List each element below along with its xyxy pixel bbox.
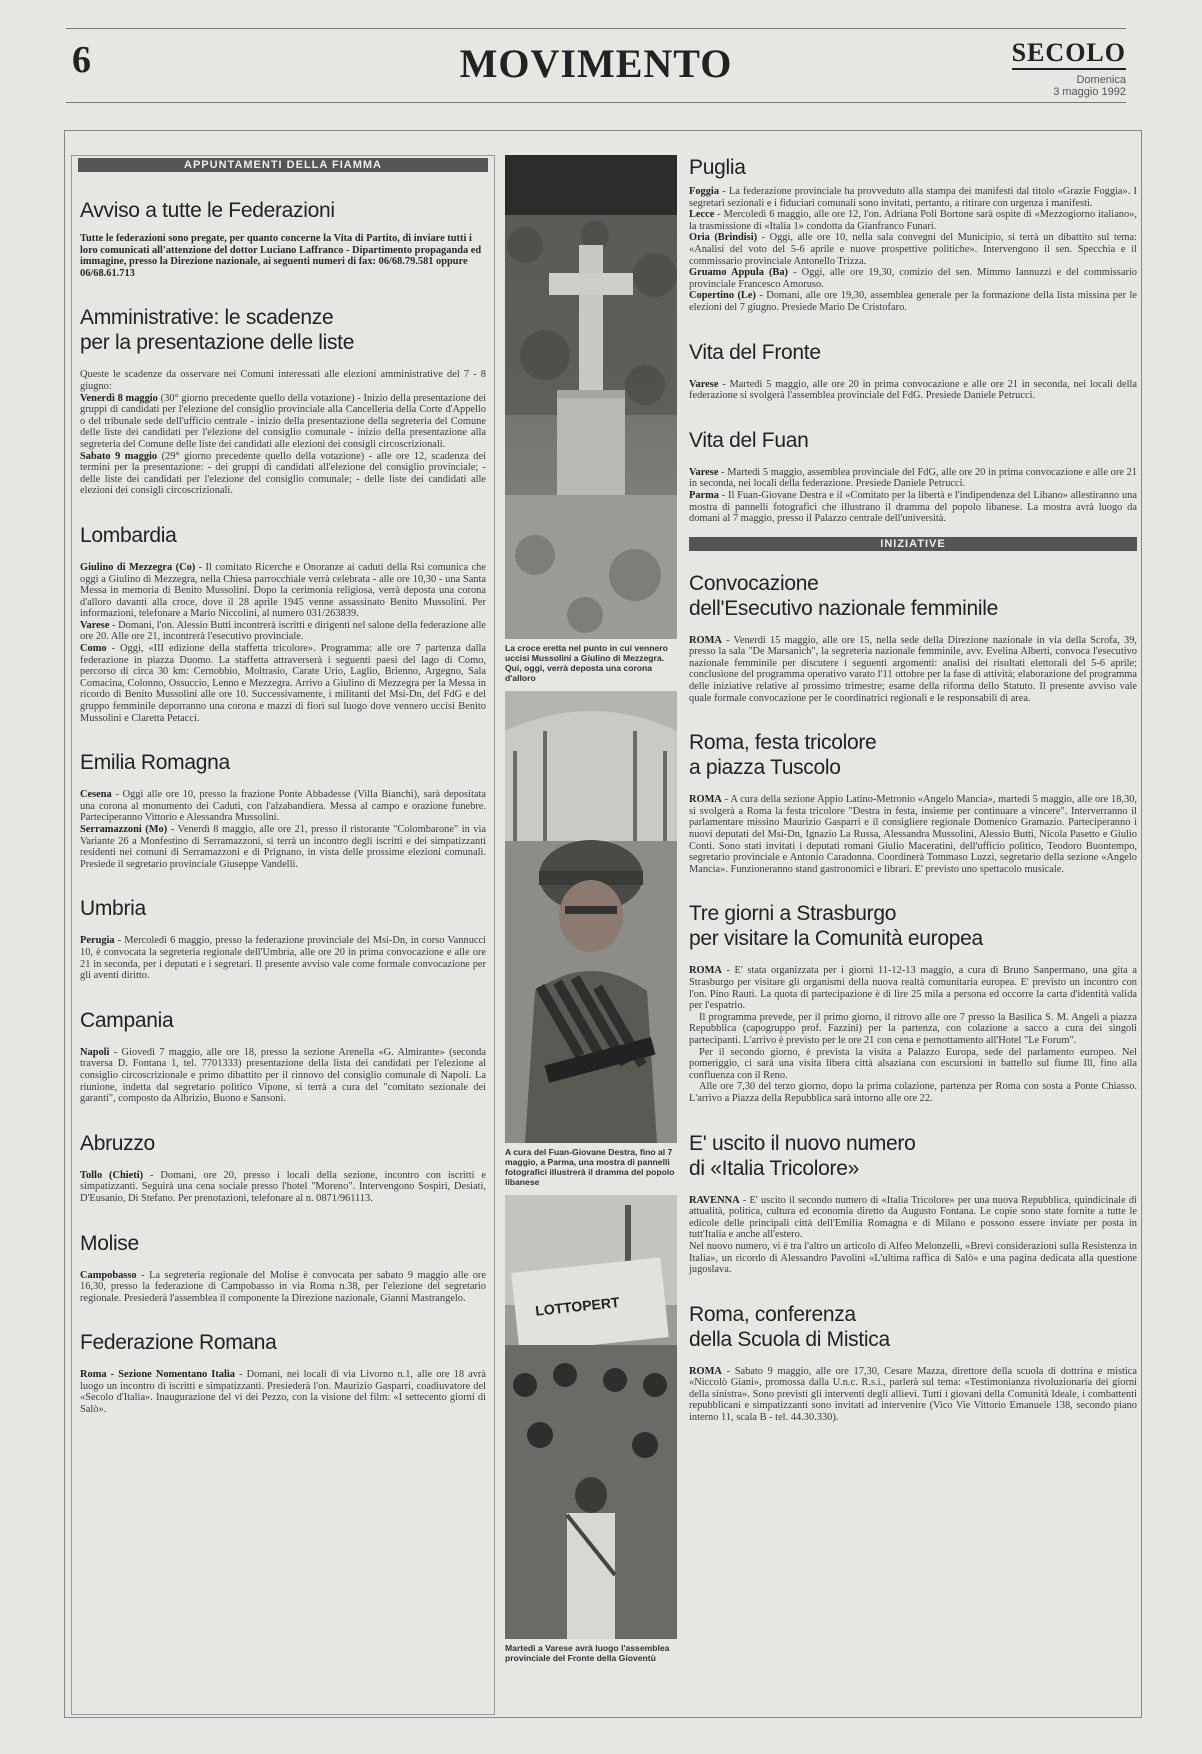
date-line [1012,74,1126,98]
mistica-p1-lead: ROMA [689,1365,722,1377]
italia-tricolore-p1 [689,1195,1137,1241]
umbria-p1-text: - Mercoledì 6 maggio, presso la federazione provinciale del Msi-Dn, in corso Vannucci 10, è convocata la segreteria regionale dell'Umbria, alle ore 20 in prima convocazione e alle ore 21 in seconda, per i deputati e i segretari. Il presente avviso vale come formale convocazione per gli aventi diritto. [80,935,486,982]
abruzzo-title: Abruzzo [80,1131,155,1155]
emilia-body [80,789,486,870]
strasburgo-p4: Alle ore 7,30 del terzo giorno, dopo la prima colazione, partenza per Roma con sosta a Ponte Chiasso. L'arrivo a Piazza della Repubblica sarà intorno alle ore 22. [689,1081,1137,1104]
photo-cross [505,155,677,639]
lombardia-p1-lead: Giulino di Mezzegra (Co) [80,561,196,573]
article-avviso [74,198,492,279]
strasburgo-p3: Per il secondo giorno, è prevista la visita a Palazzo Europa, sede del parlamento europeo. Nel pomeriggio, ci sarà una visita libera città alsaziana con escursioni in battello sul fiume Ill, fino alla confluenza con il Reno. [689,1046,1137,1081]
umbria-body [80,935,486,981]
lombardia-p1-text: - Il comitato Ricerche e Onoranze ai caduti della Rsi comunica che oggi a Giulino di Mezzegra, nella Chiesa parrocchiale verrà celebrata - alle ore 10,30 - una Santa Messa in memoria di Benito Mussolini. Dopo la cerimonia religiosa, verrà deposta una corona d'alloro davanti alla croce, dove il 28 aprile 1945 venne assassinato Benito Mussolini. Per informazioni, telefonare a Mario Niccolini, al numero 031/263839. [80,561,486,620]
lombardia-body [80,562,486,724]
romana-p1 [80,1369,486,1415]
puglia-p2-text: - Mercoledì 6 maggio, alle ore 12, l'on. Adriana Poli Bortone sarà ospite di «Mezzogiorno italiano», la trasmissione di «Italia 1» condotta da Gianfranco Funari. [689,209,1137,232]
emilia-p2 [80,824,486,870]
puglia-p1-lead: Foggia [689,186,720,197]
mistica-body [689,1366,1137,1424]
article-umbria [74,896,492,981]
mistica-title-line1: Roma, conferenza [689,1302,856,1326]
right-column [689,155,1137,1424]
lombardia-p3-lead: Como [80,643,107,655]
fronte-body [689,379,1137,402]
amministrative-title-line1: Amministrative: le scadenze [80,306,334,330]
romana-body [80,1369,486,1415]
fuan-title: Vita del Fuan [689,428,809,452]
campania-title: Campania [80,1008,174,1032]
strasburgo-p2: Il programma prevede, per il primo giorno, il ritrovo alle ore 7 presso la Basilica S. M. Angeli a piazza Repubblica (capogruppo prof. Fazzini) per la partenza, con colazione a sacco a cura dei singoli partecipanti. L'arrivo è previsto per le ore 21 con cena e pernottamento all'Hotel "Le Forum". [689,1011,1137,1046]
molise-p1 [80,1270,486,1305]
date-weekday: Domenica [1076,74,1126,86]
lombardia-p2-lead: Varese [80,619,110,631]
fuan-p1 [689,467,1137,490]
masthead [66,28,1126,108]
section-title: MOVIMENTO [459,41,733,86]
umbria-p1 [80,935,486,981]
article-lombardia [74,523,492,724]
article-emilia [74,750,492,870]
article-amministrative [74,305,492,497]
puglia-p4 [689,267,1137,290]
emilia-p1-text: - Oggi alle ore 10, presso la frazione Ponte Abbadesse (Villa Bianchi), sarà depositata una corona al monumento dei Caduti, con l'alzabandiera. Messa al campo e orazione funebre. Parteciperanno Vittorio e Alessandra Mussolini. [80,789,486,824]
umbria-title: Umbria [80,897,146,921]
italia-tricolore-title-line1: E' uscito il nuovo numero [689,1131,916,1155]
fuan-p2 [689,490,1137,525]
convocazione-body [689,635,1137,705]
mistica-p1 [689,1366,1137,1424]
campania-body [80,1047,486,1105]
italia-tricolore-p1-lead: RAVENNA [689,1194,740,1206]
article-fronte [689,340,1137,402]
lombardia-title: Lombardia [80,523,177,547]
molise-p1-lead: Campobasso [80,1269,137,1281]
mistica-title-line2: della Scuola di Mistica [689,1327,890,1351]
puglia-p2-lead: Lecce [689,209,715,221]
appuntamenti-bar: APPUNTAMENTI DELLA FIAMMA [78,158,488,172]
convocazione-p1 [689,635,1137,705]
photo-column [505,155,677,1671]
amministrative-title-line2: per la presentazione delle liste [80,331,355,355]
puglia-p4-text: - Oggi, alle ore 19,30, comizio del sen. Mimmo Iannuzzi e del commissario provinciale Francesco Amoruso. [689,267,1138,290]
article-italia-tricolore [689,1131,1137,1276]
emilia-p1-lead: Cesena [80,789,112,801]
abruzzo-p1 [80,1170,486,1205]
emilia-p2-text: - Venerdì 8 maggio, alle ore 21, presso il ristorante "Colombarone" in via Variante 26 a Monfestino di Serramazzoni, si terrà un incontro degli iscritti e dei simpatizzanti residenti nei comuni di Serramazzoni e di Prignano, in vista delle prossime elezioni comunali. Presiede il segretario provinciale Giuseppe Vandelli. [80,824,487,870]
italia-tricolore-title [689,1131,1137,1181]
molise-title: Molise [80,1231,139,1255]
amministrative-p1-lead: Venerdì 8 maggio [80,392,158,404]
banner-text: LOTTOPERT [534,1293,621,1319]
tricolore-p1-lead: ROMA [689,794,722,806]
masthead-top-rule [66,28,1126,29]
page-frame [64,130,1142,1718]
fuan-body [689,467,1137,525]
strasburgo-p1 [689,965,1137,1011]
date-day: 3 maggio 1992 [1053,86,1126,98]
puglia-p2 [689,209,1137,232]
strasburgo-title-line1: Tre giorni a Strasburgo [689,902,897,926]
puglia-p5-text: - Domani, alle ore 19,30, assemblea generale per la formazione della lista missina per le elezioni del 7 giugno. Presiede Mario De Cristofaro. [689,290,1137,313]
emilia-p2-lead: Serramazzoni (Mo) [80,824,168,835]
tricolore-title [689,730,1137,780]
tricolore-p1-text: - A cura della sezione Appio Latino-Metronio «Angelo Mancia», martedì 5 maggio, alle ore 18,30, si svolgerà a Roma la festa tricolore "Destra in festa, insieme per continuare a vincere". Interverranno il parlamentare missino Maurizio Gasparri e il consigliere regionale Domenico Gramazio. Parteciperanno i nuovi deputati del Msi-Dn, Ignazio La Russa, Alessandra Mussolini, Alessio Butti, Nicola Pasetto e Giulio Conti. Sono stati invitati i deputati romani Giulio Maceratini, dell'ufficio politico, Teodoro Buontempo, segretario provinciale e Antonio Caradonna. Coordinerà Tommaso Luzzi, segretario della sezione «Angelo Mancia». Funzioneranno stand gastronomici e librari. E' previsto uno spettacolo musicale. [689,794,1137,875]
puglia-p3-lead: Oria (Brindisi) [689,232,758,244]
convocazione-title [689,571,1137,621]
puglia-p3-text: - Oggi, alle ore 10, nella sala convegni del Municipio, si terrà un dibattito sul tema: «Analisi del voto del 5-6 aprile e nuove prospettive politiche». Intervengono il sen. Specchia e il commissario provinciale Antonello Trizza. [689,232,1137,267]
convocazione-p1-lead: ROMA [689,634,722,646]
puglia-p1 [689,186,1137,209]
iniziative-bar: INIZIATIVE [689,537,1137,551]
italia-tricolore-p1-text: - E' uscito il secondo numero di «Italia Tricolore» per una nuova Repubblica, quindicinale di attualità, politica, cultura ed economia diretto da Augusto Fontana. Le copie sono state fornite a tutte le edicole delle principali città dell'Emilia Romagna e di Milano e possono essere inviate per posta in tutt'Italia e anche all'estero. [689,1194,1137,1241]
strasburgo-title-line2: per visitare la Comunità europea [689,927,983,951]
amministrative-p1 [80,393,486,451]
amministrative-p2-lead: Sabato 9 maggio [80,450,158,462]
abruzzo-p1-lead: Tollo (Chieti) [80,1169,144,1181]
fronte-p1-text: - Martedì 5 maggio, alle ore 20 in prima convocazione e alle ore 21 in seconda, nei locali della federazione si svolgerà l'assemblea provinciale del FdG. Presiede Daniele Petrucci. [689,378,1137,402]
caption-cross: La croce eretta nel punto in cui vennero uccisi Mussolini a Giulino di Mezzegra. Qui, oggi, verrà deposta una corona d'alloro [505,643,668,683]
campania-p1 [80,1047,486,1105]
convocazione-title-line2: dell'Esecutivo nazionale femminile [689,596,998,620]
article-campania [74,1008,492,1105]
amministrative-title [80,305,486,355]
article-convocazione [689,571,1137,705]
fronte-p1-lead: Varese [689,378,719,390]
convocazione-p1-text: - Venerdì 15 maggio, alle ore 15, nella sede della Direzione nazionale in via della Scrofa, 39, presso la sala "De Marsanich", la segreteria nazionale femminile, avv. Evelina Alberti, convoca l'esecutivo nazionale femminile per discutere i seguenti argomenti: analisi dei risultati elettorali del 5-6 aprile; conclusione del programma operativo varato l'11 ottobre per la fase di attività; elaborazione del programma delle iniziative relative al prossimo trimestre; esame della riforma dello Statuto. Il presente avviso vale quale formale convocazione per le coordinatrici regionali e le responsabili di area. [689,634,1137,704]
amministrative-p2 [80,451,486,497]
romana-p1-text: - Domani, nei locali di via Livorno n.1, alle ore 18 avrà luogo un incontro di iscritti e simpatizzanti. Presiederà l'on. Maurizio Gasparri, coadiuvatore del «Secolo d'Italia». Inaugurazione del vi dei Pezzo, con la visione del film: «I settecento giorni di Salò». [80,1369,486,1416]
brand-block [1012,38,1126,98]
molise-body [80,1270,486,1305]
caption-soldier: A cura del Fuan-Giovane Destra, fino al 7 maggio, a Parma, una mostra di pannelli fotografici illustrerà il dramma del popolo libanese [505,1147,675,1187]
italia-tricolore-title-line2: di «Italia Tricolore» [689,1156,859,1180]
puglia-body [689,186,1137,314]
puglia-p3 [689,232,1137,267]
left-column [71,155,495,1715]
strasburgo-p1-lead: ROMA [689,965,722,977]
tricolore-title-line1: Roma, festa tricolore [689,731,877,755]
strasburgo-body [689,965,1137,1104]
puglia-p5-lead: Copertino (Le) [689,290,756,302]
masthead-bottom-rule [66,102,1126,103]
fuan-p1-lead: Varese [689,466,719,478]
campania-p1-lead: Napoli [80,1046,110,1058]
soldier-photo-image [505,691,677,1143]
cross-photo-image [505,155,677,639]
amministrative-intro: Queste le scadenze da osservare nei Comuni interessati alle elezioni amministrative del 7 - 8 giugno: [80,369,486,392]
lombardia-p2-text: - Domani, l'on. Alessio Butti incontrerà iscritti e dirigenti nel salone della federazione alle ore 20. Alle ore 21, incontrerà l'esecutivo provinciale. [80,619,486,643]
puglia-p4-lead: Gruamo Appula (Ba) [689,267,789,279]
romana-title: Federazione Romana [80,1331,277,1355]
abruzzo-body [80,1170,486,1205]
amministrative-p2-text: (29° giorno precedente quello della votazione) - alle ore 12, scadenza dei termini per la presentazione: - dei gruppi di candidati all'elezione del consiglio provinciale; - delle liste dei candidati per l'elezione del consiglio comunale; - delle liste dei candidati alle elezioni dei consigli circoscrizionali. [80,450,486,497]
strasburgo-p1-text: - E' stata organizzata per i giorni 11-12-13 maggio, a cura di Bruno Sanpermano, una gita a Strasburgo per visitare gli organismi della nuova realtà comunitaria europea. E' previsto un incontro con l'on. Pino Rauti. La quota di partecipazione è di lire 25 mila a persona ed occorre la carta d'identità valida per l'espatrio. [689,965,1137,1012]
lombardia-p2 [80,620,486,643]
mistica-p1-text: - Sabato 9 maggio, alle ore 17,30, Cesare Mazza, direttore della scuola di dottrina e mistica «Niccolò Giani», promossa dalla U.n.c. R.s.i., parlerà sul tema: «Testimonianza rivoluzionaria dei giorni della sinistra». Sono previsti gli interventi degli allievi. Tutti i giovani della Comunità Ideale, i combattenti repubblicani e simpatizzanti sono invitati ad intervenire (Vico Vie Vittorio Emanuele 138, secondo piano interno 11, scala B - tel. 44.30.330). [689,1365,1137,1424]
photo-rally [505,1195,677,1639]
brand-logo: SECOLO [1012,38,1126,70]
campania-p1-text: - Giovedì 7 maggio, alle ore 18, presso la sezione Arenella «G. Almirante» (seconda traversa D. Fontana 1, tel. 7701333) presentazione della lista dei candidati per l'elezione al consiglio circoscrizionale e primo dibattito per il rinnovo del consiglio comunale di Napoli. La riunione, indetta dal segretario politico Vipone, si terrà a cura del "comitato sezionale dei garanti", composto da Albrizio, Buono e Sansoni. [80,1046,486,1105]
fuan-p1-text: - Martedì 5 maggio, assemblea provinciale del FdG, alle ore 20 in prima convocazione e alle ore 21 in seconda, nei locali della federazione. Presiede Daniele Petrucci. [689,466,1137,490]
article-strasburgo [689,901,1137,1104]
amministrative-body [80,369,486,497]
article-tricolore [689,730,1137,875]
amministrative-p1-text: (30° giorno precedente quello della votazione) - Inizio della presentazione dei gruppi di candidati per l'elezione del consiglio provinciale alla Cancelleria della Corte d'Appello o del tribunale sede dell'ufficio centrale - inizio della presentazione della segreteria del Comune delle liste dei candidati per l'elezione del consiglio comunale - inizio della presentazione alla segreteria del Comune delle liste dei candidati alle elezioni dei consigli circoscrizionali. [80,392,486,450]
article-molise [74,1231,492,1305]
abruzzo-p1-text: - Domani, ore 20, presso i locali della sezione, incontro con iscritti e simpatizzanti. Seguirà una cena sociale presso l'hotel "Moreno". Intervengono Sospiri, Desiati, D'Eusanio, Di Stefano. Per prenotazioni, telefonare al n. 0871/961113. [80,1169,486,1204]
puglia-p1-text: - La federazione provinciale ha provveduto alla stampa dei manifesti dal titolo «Grazie Foggia». I segretari sezionali e i fiduciari comunali sono invitati, pertanto, a ritirare con urgenza i manifesti. [689,186,1137,209]
emilia-p1 [80,789,486,824]
page-number: 6 [72,39,91,81]
italia-tricolore-p2: Nel nuovo numero, vi è tra l'altro un articolo di Alfeo Melonzelli, «Brevi considerazioni sulla Resistenza in Italia», un ricordo di Alessandro Pavolini «L'ultima raffica di Salò» e una pagina dedicata alla questione jugoslava. [689,1240,1137,1276]
fuan-p2-text: - Il Fuan-Giovane Destra e il «Comitato per la libertà e l'indipendenza del Libano» allestiranno una mostra di pannelli fotografici che illustrano il dramma del popolo libanese. La mostra avrà luogo da domani al 7 maggio, presso il Palazzo centrale dell'università. [689,489,1137,525]
avviso-title: Avviso a tutte le Federazioni [80,199,335,222]
convocazione-title-line1: Convocazione [689,571,819,595]
avviso-text: Tutte le federazioni sono pregate, per quanto concerne la Vita di Partito, di inviare tutti i loro comunicati all'attenzione del dottor Luciano Laffranco - Dipartimento propaganda ed immagine, presso la Direzione nazionale, ai seguenti numeri di fax: 06/68.79.581 oppure 06/68.61.713 [80,233,482,279]
tricolore-p1 [689,794,1137,875]
article-puglia [689,155,1137,314]
fronte-p1 [689,379,1137,402]
article-mistica [689,1302,1137,1424]
italia-tricolore-body [689,1195,1137,1276]
puglia-p5 [689,290,1137,313]
molise-p1-text: - La segreteria regionale del Molise è convocata per sabato 9 maggio alle ore 16,30, presso la federazione di Campobasso in via Roma n.38, per l'elezione del segretario regionale. Presiederà l'assemblea il componente la Direzione nazionale, Gianni Mastrangelo. [80,1269,486,1304]
lombardia-p1 [80,562,486,620]
article-romana [74,1330,492,1415]
lombardia-p3-text: - Oggi, «III edizione della staffetta tricolore». Programma: alle ore 7 partenza dalla federazione in piazza Duomo. La staffetta attraverserà i seguenti paesi del lago di Como, percorso di circa 30 km: Cernobbio, Moltrasio, Carate Urio, Laglio, Brienno, Argegno, Sala Comacina, Colonno, Ossuccio, Lenno e Mezzegra. Arrivo a Giulino di Mezzegra per la Messa in ricordo di Benito Mussolini alle ore 10. Successivamente, i militanti del Msi-Dn, del FdG e del gruppo femminile deporranno una corona e mazzi di fiori sul luogo dove vennero uccisi Benito Mussolini e Claretta Petacci. [80,643,486,724]
lombardia-p3 [80,643,486,724]
photo-soldier [505,691,677,1143]
emilia-title: Emilia Romagna [80,751,230,775]
mistica-title [689,1302,1137,1352]
caption-rally: Martedì a Varese avrà luogo l'assemblea provinciale del Fronte della Gioventù [505,1643,670,1663]
umbria-p1-lead: Perugia [80,935,115,947]
article-abruzzo [74,1131,492,1205]
romana-p1-lead: Roma - Sezione Nomentano Italia [80,1369,235,1381]
article-fuan [689,428,1137,525]
rally-photo-image [505,1195,677,1639]
strasburgo-title [689,901,1137,951]
tricolore-body [689,794,1137,875]
fuan-p2-lead: Parma [689,489,720,501]
puglia-title: Puglia [689,156,746,179]
tricolore-title-line2: a piazza Tuscolo [689,756,841,780]
fronte-title: Vita del Fronte [689,340,821,364]
